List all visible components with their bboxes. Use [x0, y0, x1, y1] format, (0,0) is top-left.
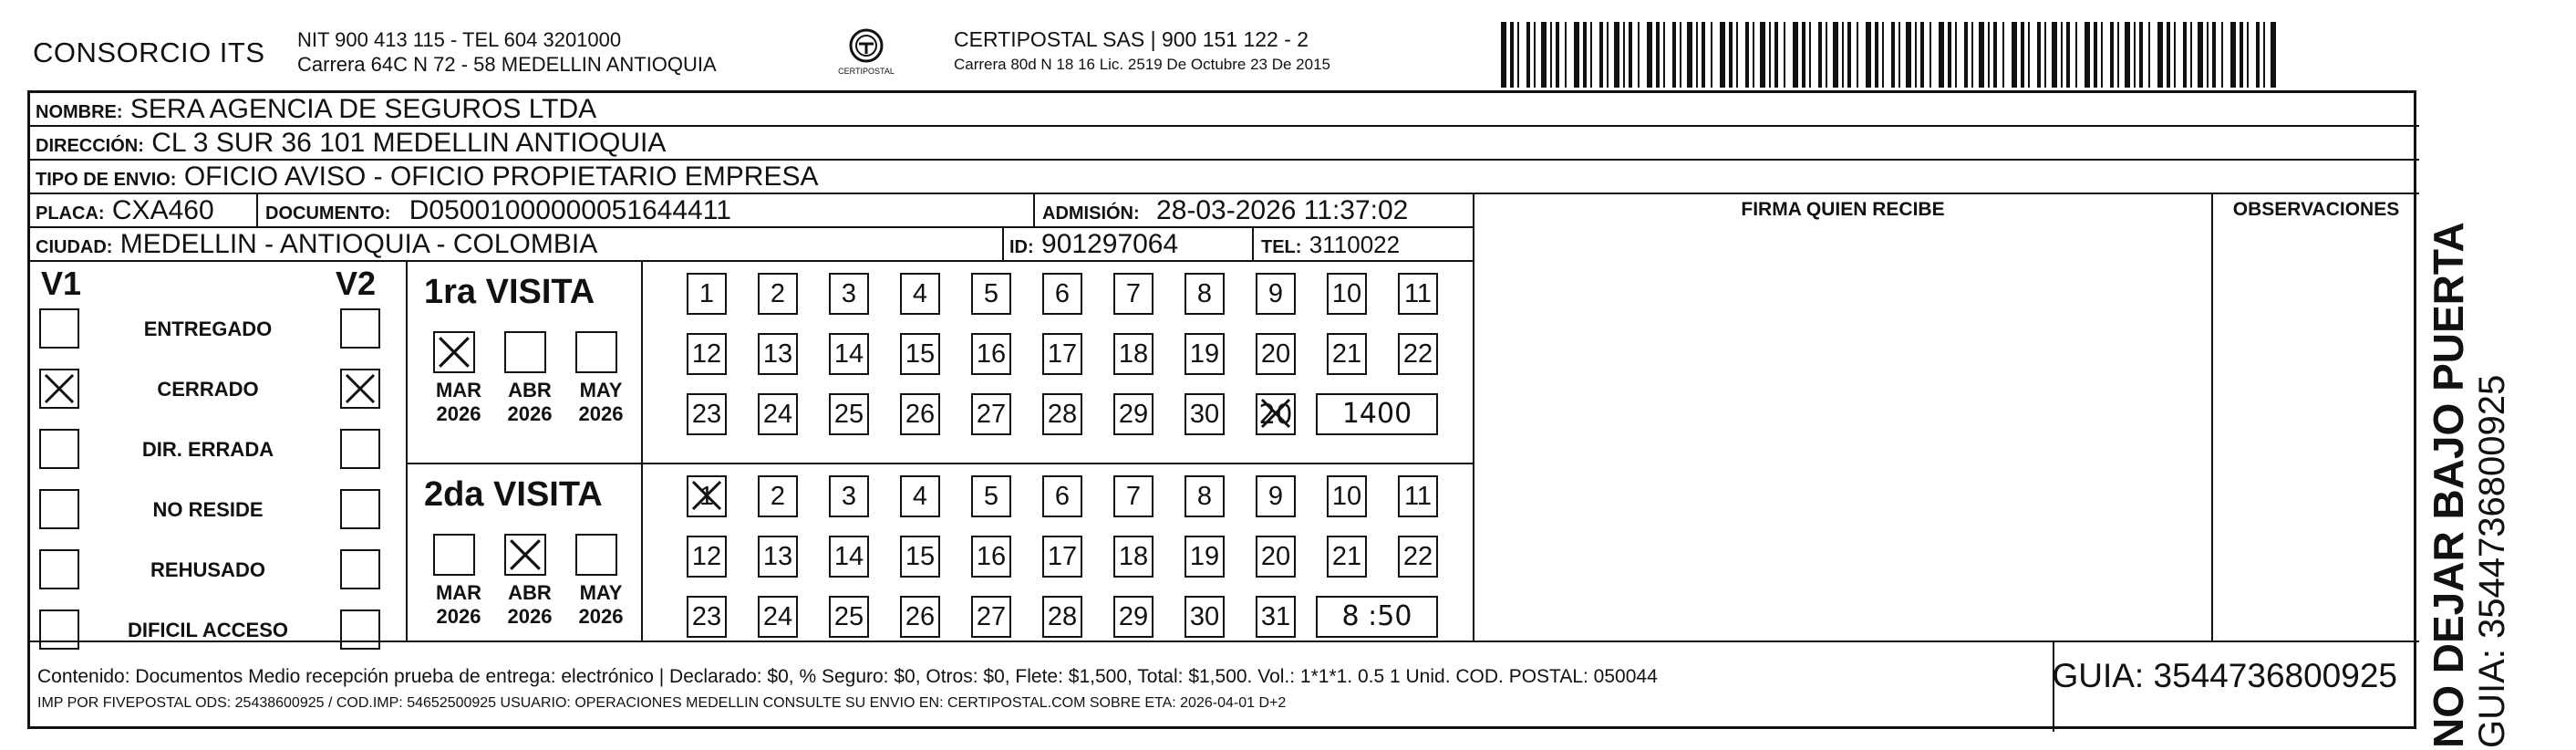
day-box[interactable]: 13 — [758, 536, 798, 578]
status-label: NO RESIDE — [152, 498, 264, 521]
month-checkbox[interactable] — [575, 534, 617, 576]
barcode — [1501, 22, 2276, 88]
day-box[interactable]: 7 — [1113, 475, 1154, 517]
ciudad-value: MEDELLIN - ANTIOQUIA - COLOMBIA — [119, 229, 598, 259]
status-label: DIR. ERRADA — [141, 438, 274, 461]
day-box[interactable]: 12 — [687, 333, 727, 375]
day-box[interactable]: 10 — [1327, 273, 1367, 315]
day-box[interactable]: 24 — [758, 393, 798, 435]
month-checkbox[interactable] — [433, 534, 475, 576]
time-box[interactable] — [1316, 393, 1438, 435]
id-label: ID: — [1009, 237, 1034, 257]
day-box[interactable]: 10 — [1327, 475, 1367, 517]
day-box[interactable]: 16 — [971, 333, 1011, 375]
id-field — [1009, 231, 1178, 261]
day-box[interactable]: 6 — [1042, 273, 1082, 315]
tel-label: TEL: — [1261, 237, 1302, 257]
direccion-label: DIRECCIÓN: — [36, 136, 144, 156]
tel-field — [1261, 231, 1400, 261]
day-box[interactable]: 23 — [687, 393, 727, 435]
v1-checkbox[interactable] — [39, 429, 79, 469]
day-box[interactable]: 11 — [1398, 475, 1438, 517]
certi-line1: CERTIPOSTAL SAS | 900 151 122 - 2 — [954, 27, 1309, 51]
documento-label: DOCUMENTO: — [265, 203, 391, 224]
day-box[interactable]: 29 — [1113, 596, 1154, 638]
day-box[interactable]: 23 — [687, 596, 727, 638]
month-label: MAR 2026 — [435, 379, 482, 425]
day-box[interactable]: 2 — [758, 273, 798, 315]
v2-checkbox[interactable] — [340, 609, 380, 650]
day-box[interactable]: 12 — [687, 536, 727, 578]
ciudad-field — [36, 231, 597, 261]
v2-checkbox[interactable] — [340, 369, 380, 409]
address-line: Carrera 64C N 72 - 58 MEDELLIN ANTIOQUIA — [297, 53, 717, 76]
day-box[interactable]: 22 — [1398, 333, 1438, 375]
month-label: MAR 2026 — [435, 581, 482, 628]
day-box[interactable]: 25 — [829, 393, 869, 435]
footer-content-line: Contenido: Documentos Medio recepción prueba de entrega: electrónico | Declarado: $0, % Seguro: $0, Otros: $0, Flete: $1,500, Total: $1,500. Vol.: 1*1*1. 0.5 1 Unid. COD. POSTAL: 050044 — [37, 666, 1658, 687]
day-box[interactable]: 14 — [829, 333, 869, 375]
placa-value: CXA460 — [111, 195, 214, 225]
day-box[interactable]: 1 — [687, 273, 727, 315]
firma-header: FIRMA QUIEN RECIBE — [1741, 199, 1945, 220]
no-dejar-bajo-puerta: NO DEJAR BAJO PUERTA — [2425, 222, 2472, 748]
day-box[interactable]: 3 — [829, 273, 869, 315]
day-box[interactable]: 8 — [1185, 475, 1225, 517]
month-label: ABR 2026 — [507, 581, 553, 628]
day-box[interactable]: 18 — [1113, 536, 1154, 578]
tipo-envio-row — [36, 163, 818, 193]
handwritten-time: 8 :50 — [1341, 600, 1412, 632]
placa-field — [36, 197, 214, 227]
day-box[interactable]: 15 — [900, 333, 940, 375]
v1-checkbox[interactable] — [39, 308, 79, 349]
day-box[interactable]: 13 — [758, 333, 798, 375]
company-info — [297, 27, 717, 77]
status-label: DIFICIL ACCESO — [127, 619, 288, 641]
day-box[interactable]: 1 — [687, 475, 727, 517]
v2-checkbox[interactable] — [340, 429, 380, 469]
day-box[interactable]: 28 — [1042, 393, 1082, 435]
observations-area[interactable] — [2213, 226, 2419, 641]
admision-label: ADMISIÓN: — [1042, 203, 1140, 224]
status-label: ENTREGADO — [143, 318, 273, 340]
company-name: CONSORCIO ITS — [33, 36, 265, 68]
day-box[interactable]: 21 — [1327, 333, 1367, 375]
day-box[interactable]: 16 — [971, 536, 1011, 578]
v1-checkbox[interactable] — [39, 369, 79, 409]
header — [33, 22, 2404, 86]
day-box[interactable]: 28 — [1042, 596, 1082, 638]
v2-checkbox[interactable] — [340, 489, 380, 529]
day-box[interactable]: 9 — [1256, 475, 1296, 517]
day-box[interactable]: 30 — [1185, 393, 1225, 435]
day-box[interactable]: 14 — [829, 536, 869, 578]
nombre-row — [36, 96, 596, 126]
day-box[interactable]: 27 — [971, 393, 1011, 435]
v1-checkbox[interactable] — [39, 609, 79, 650]
footer-guia: GUIA: 3544736800925 — [2052, 657, 2397, 694]
day-box[interactable]: 30 — [1185, 596, 1225, 638]
side-guia: GUIA: 3544736800925 — [2472, 374, 2512, 748]
documento-field — [265, 197, 731, 227]
day-box[interactable]: 18 — [1113, 333, 1154, 375]
month-label: MAY 2026 — [578, 581, 624, 628]
day-box[interactable]: 17 — [1042, 333, 1082, 375]
nombre-value: SERA AGENCIA DE SEGUROS LTDA — [129, 94, 597, 124]
observaciones-header: OBSERVACIONES — [2232, 199, 2400, 220]
day-box[interactable]: 20 — [1256, 536, 1296, 578]
day-box[interactable]: 22 — [1398, 536, 1438, 578]
day-box[interactable]: 3 — [829, 475, 869, 517]
day-box[interactable]: 2 — [758, 475, 798, 517]
day-box[interactable]: 29 — [1113, 393, 1154, 435]
day-box[interactable]: 17 — [1042, 536, 1082, 578]
id-value: 901297064 — [1041, 229, 1179, 259]
day-box[interactable]: 20 — [1256, 333, 1296, 375]
day-box[interactable]: 31 — [1256, 596, 1296, 638]
logo-text: CERTIPOSTAL — [838, 67, 895, 76]
day-box[interactable]: 5 — [971, 475, 1011, 517]
day-box[interactable]: 19 — [1185, 333, 1225, 375]
day-box[interactable]: 11 — [1398, 273, 1438, 315]
certi-line2: Carrera 80d N 18 16 Lic. 2519 De Octubre 23 De 2015 — [954, 56, 1330, 73]
month-checkbox[interactable] — [433, 331, 475, 373]
day-box[interactable]: 26 — [900, 596, 940, 638]
visit-title: 1ra VISITA — [424, 273, 595, 311]
tel-value: 3110022 — [1309, 231, 1401, 258]
footer-print-line: IMP POR FIVEPOSTAL ODS: 25438600925 / COD.IMP: 54652500925 USUARIO: OPERACIONES MEDELLIN CONSULTE SU ENVIO EN: CERTIPOSTAL.COM SOBRE ETA: 2026-04-01 D+2 — [37, 695, 1287, 711]
admision-value: 28-03-2026 11:37:02 — [1156, 195, 1409, 225]
day-box[interactable]: 21 — [1327, 536, 1367, 578]
documento-value: D05001000000051644411 — [409, 195, 731, 225]
day-box[interactable]: 8 — [1185, 273, 1225, 315]
day-box[interactable]: 15 — [900, 536, 940, 578]
day-box[interactable]: 20 — [1256, 393, 1296, 435]
day-box[interactable]: 9 — [1256, 273, 1296, 315]
v2-checkbox[interactable] — [340, 549, 380, 589]
admision-field — [1042, 197, 1408, 227]
day-box[interactable]: 24 — [758, 596, 798, 638]
nit-line: NIT 900 413 115 - TEL 604 3201000 — [297, 28, 622, 51]
month-label: ABR 2026 — [507, 379, 553, 425]
v1-header: V1 — [41, 265, 82, 302]
status-label: CERRADO — [157, 378, 259, 401]
status-label: REHUSADO — [150, 558, 265, 581]
day-box[interactable]: 26 — [900, 393, 940, 435]
day-box[interactable]: 4 — [900, 273, 940, 315]
month-label: MAY 2026 — [578, 379, 624, 425]
placa-label: PLACA: — [36, 203, 105, 224]
logo-icon — [848, 27, 885, 64]
signature-area[interactable] — [1474, 226, 2211, 641]
side-notice — [2426, 222, 2513, 748]
v2-checkbox[interactable] — [340, 308, 380, 349]
v2-header: V2 — [336, 265, 377, 302]
visit-title: 2da VISITA — [424, 475, 603, 514]
v1-checkbox[interactable] — [39, 549, 79, 589]
month-checkbox[interactable] — [504, 534, 546, 576]
day-box[interactable]: 27 — [971, 596, 1011, 638]
month-checkbox[interactable] — [504, 331, 546, 373]
ciudad-label: CIUDAD: — [36, 237, 113, 257]
certipostal-info — [954, 27, 1330, 77]
day-box[interactable]: 7 — [1113, 273, 1154, 315]
day-box[interactable]: 6 — [1042, 475, 1082, 517]
month-checkbox[interactable] — [575, 331, 617, 373]
day-box[interactable]: 25 — [829, 596, 869, 638]
tipo-label: TIPO DE ENVIO: — [36, 170, 177, 190]
time-box[interactable] — [1316, 596, 1438, 638]
delivery-form — [27, 90, 2416, 729]
v1-checkbox[interactable] — [39, 489, 79, 529]
direccion-value: CL 3 SUR 36 101 MEDELLIN ANTIOQUIA — [151, 128, 667, 158]
day-box[interactable]: 5 — [971, 273, 1011, 315]
nombre-label: NOMBRE: — [36, 102, 123, 122]
day-box[interactable]: 4 — [900, 475, 940, 517]
direccion-row — [36, 130, 666, 160]
day-box[interactable]: 19 — [1185, 536, 1225, 578]
tipo-value: OFICIO AVISO - OFICIO PROPIETARIO EMPRESA — [183, 161, 819, 192]
certipostal-logo — [837, 27, 895, 80]
handwritten-time: 1400 — [1341, 398, 1412, 430]
